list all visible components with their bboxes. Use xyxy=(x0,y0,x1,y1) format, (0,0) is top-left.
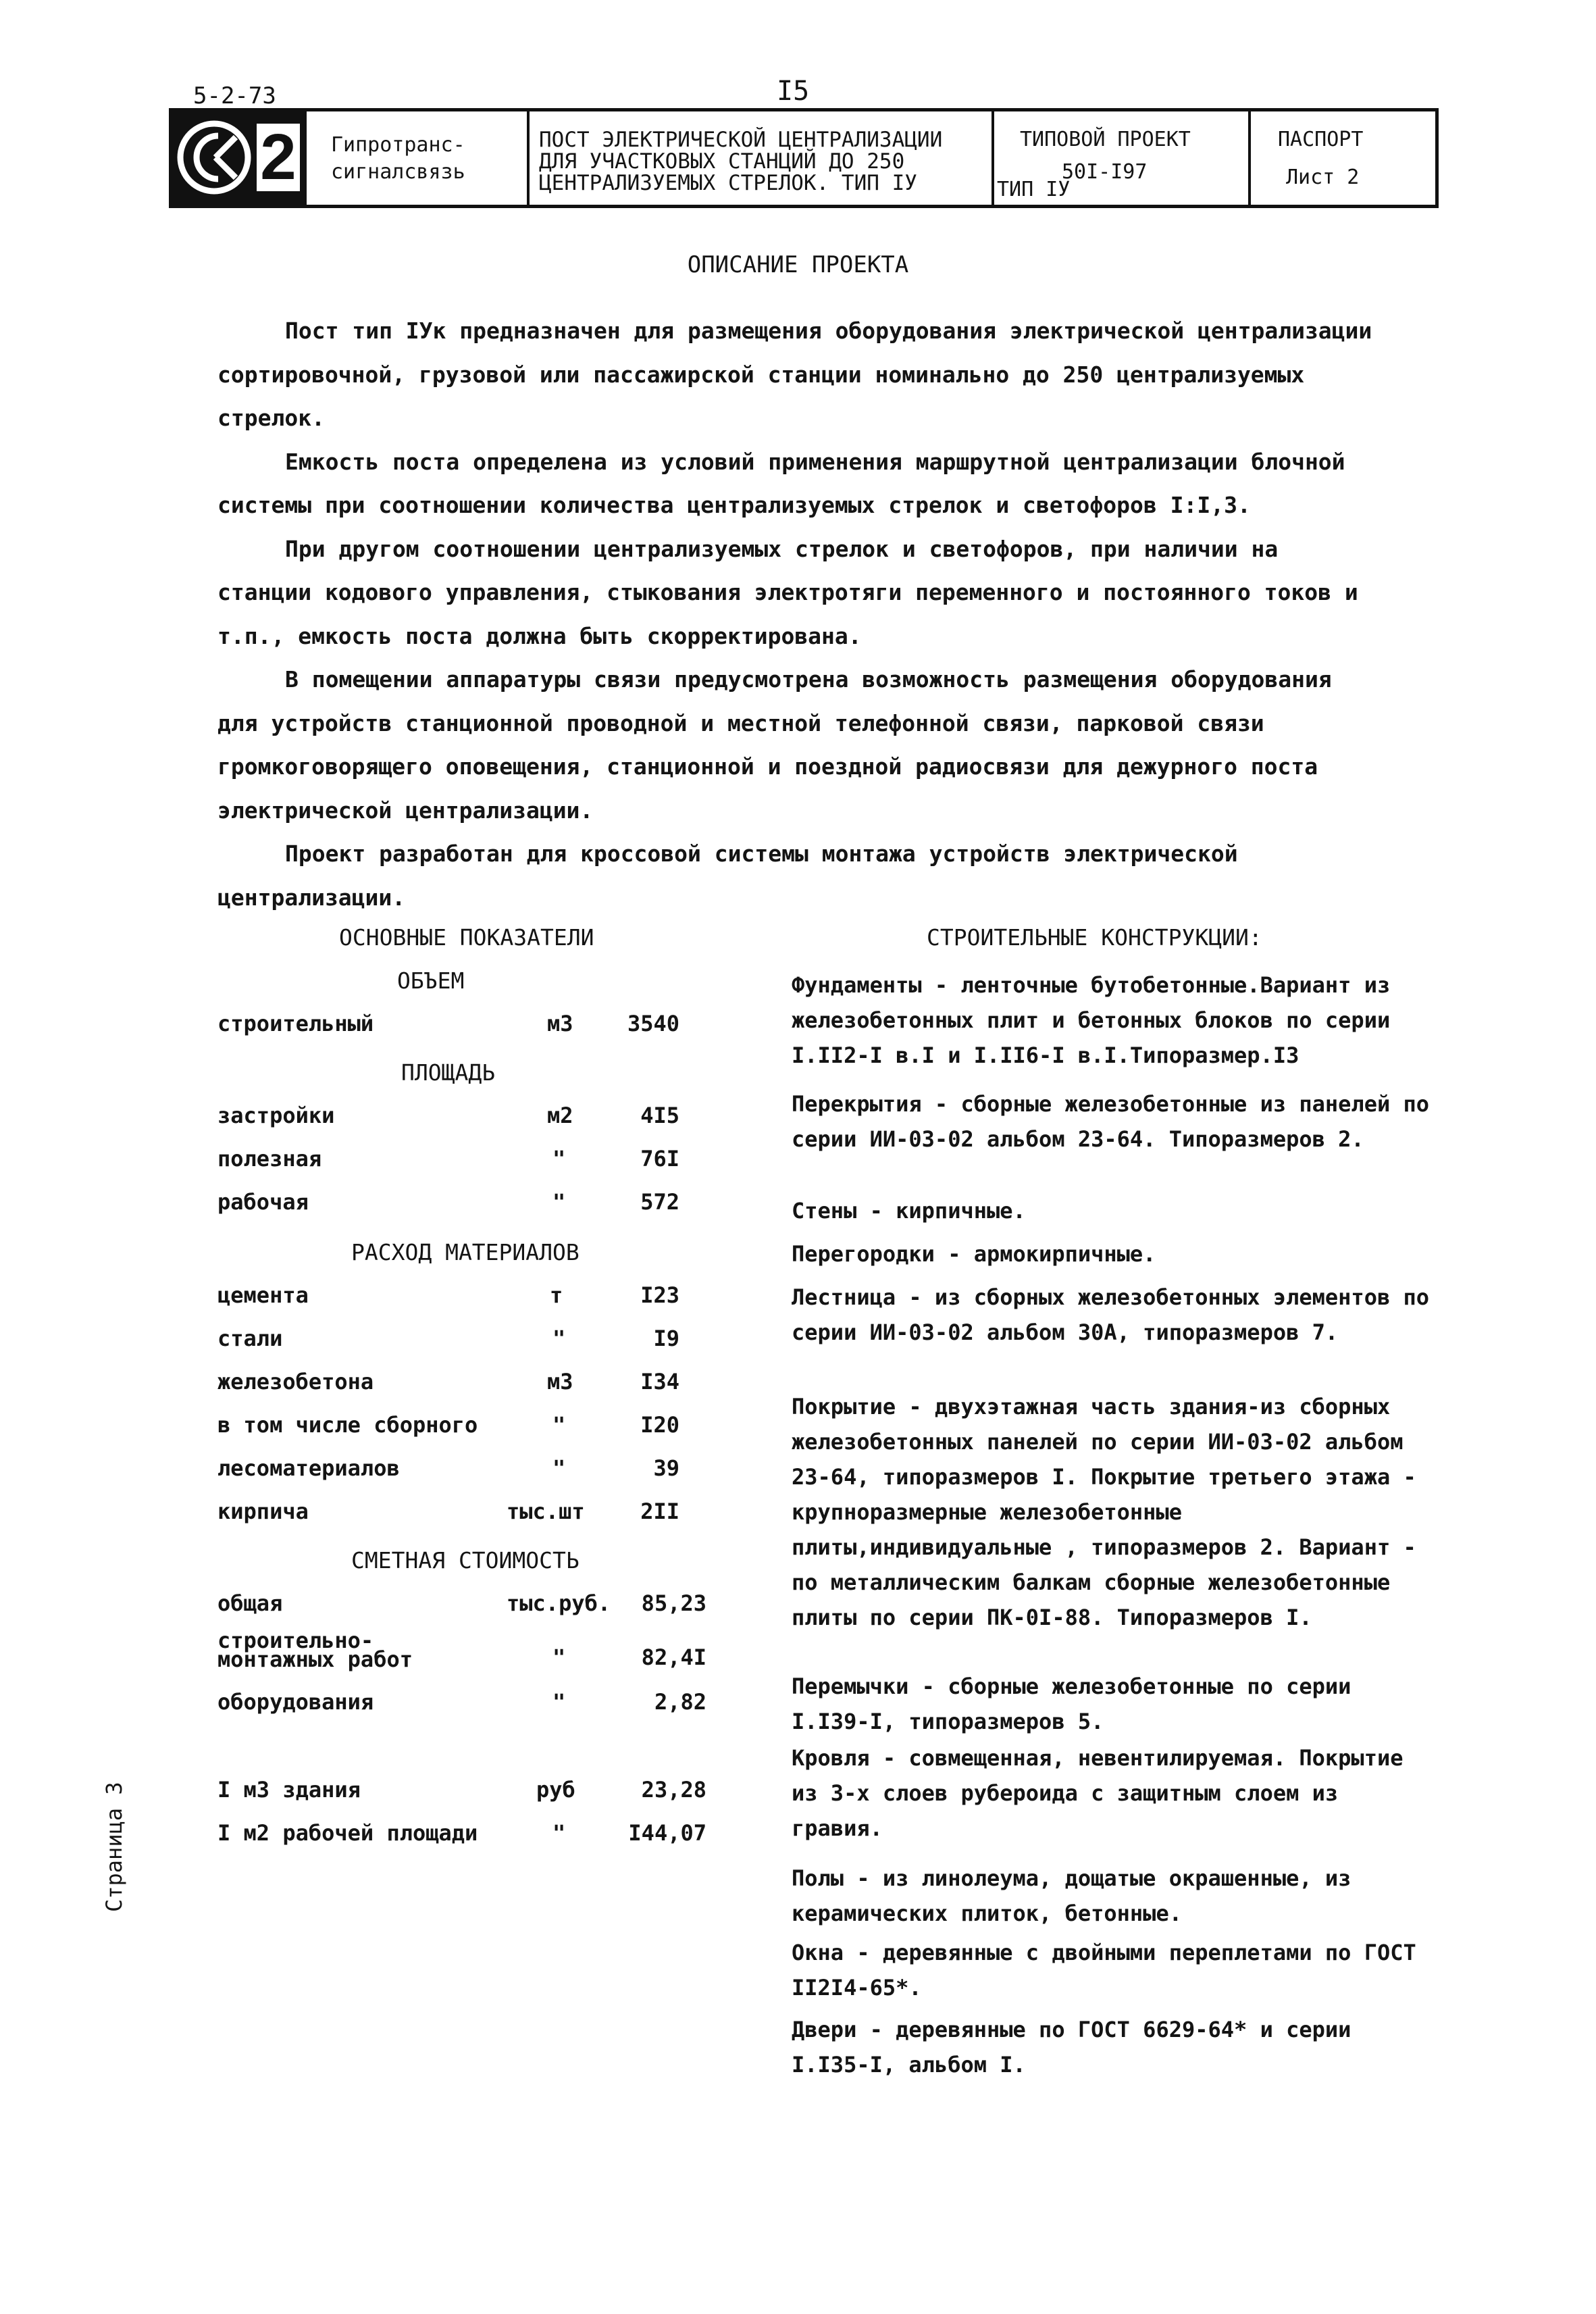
construction-item: Стены - кирпичные. xyxy=(792,1198,1026,1224)
indicator-unit: " xyxy=(552,1689,566,1715)
title-block xyxy=(169,108,1439,208)
project-type: ТИП IУ xyxy=(997,178,1071,201)
paragraph: Проект разработан для кроссовой системы монтажа устройств электрической централизации. xyxy=(217,840,1238,911)
title-cell xyxy=(527,111,994,205)
indicator-value: I9 xyxy=(653,1326,679,1351)
volume-title: ОБЪЕМ xyxy=(397,967,465,994)
paragraph: Пост тип IУк предназначен для размещения оборудования электрической централизации сортировочной, грузовой или пассажирской станции номинально до 250 централизуемых стрелок. xyxy=(217,318,1372,431)
construction-item: Перемычки - сборные железобетонные по серии I.I39-I, типоразмеров 5. xyxy=(792,1674,1352,1734)
logo-number: 2 xyxy=(257,124,300,191)
construction-item: Перегородки - армокирпичные. xyxy=(792,1241,1156,1267)
construction-item: Двери - деревянные по ГОСТ 6629-64* и серии I.I35-I, альбом I. xyxy=(792,2017,1352,2078)
sheet-number: Лист 2 xyxy=(1286,166,1360,189)
construction-item: Окна - деревянные с двойными переплетами по ГОСТ II2I4-65*. xyxy=(792,1940,1416,2001)
indicator-value: 2,82 xyxy=(654,1689,706,1715)
indicator-label: кирпича xyxy=(217,1499,309,1524)
indicator-label: стали xyxy=(217,1326,283,1351)
indicator-unit: " xyxy=(552,1189,566,1215)
indicator-unit: м3 xyxy=(547,1011,573,1036)
indicator-unit: " xyxy=(552,1455,566,1481)
paragraph: При другом соотношении централизуемых стрелок и светофоров, при наличии на станции кодового управления, стыкования электротяги переменного и постоянного токов и т.п., емкость поста должна быть скорректирована. xyxy=(217,535,1358,649)
indicator-label: I м3 здания xyxy=(217,1777,361,1803)
page-title: ОПИСАНИЕ ПРОЕКТА xyxy=(687,251,909,278)
indicator-label: строительный xyxy=(217,1011,374,1036)
indicator-value: I44,07 xyxy=(628,1820,706,1846)
paragraph: Емкость поста определена из условий применения маршрутной централизации блочной системы при соотношении количества централизуемых стрелок и светофоров I:I,3. xyxy=(217,448,1345,518)
indicator-label: строительно-монтажных работ xyxy=(217,1628,413,1672)
indicator-row xyxy=(217,1628,717,1685)
indicator-label: I м2 рабочей площади xyxy=(217,1820,478,1846)
title-line: ДЛЯ УЧАСТКОВЫХ СТАНЦИЙ ДО 250 xyxy=(539,149,905,174)
indicator-label: оборудования xyxy=(217,1689,374,1715)
description-body xyxy=(217,309,1372,920)
side-page-label: Страница 3 xyxy=(101,1782,127,1912)
organization-line: сигналсвязь xyxy=(331,160,465,184)
project-cell xyxy=(992,111,1251,205)
indicator-unit: руб xyxy=(536,1777,575,1803)
indicator-unit: " xyxy=(552,1820,566,1846)
document-type: ПАСПОРТ xyxy=(1278,128,1364,151)
passport-cell xyxy=(1248,111,1438,205)
indicator-value: I34 xyxy=(640,1369,679,1394)
indicator-label: застройки xyxy=(217,1103,335,1128)
indicator-unit: " xyxy=(552,1644,566,1670)
construction-item: Кровля - совмещенная, невентилируемая. Покрытие из 3-х слоев рубероида с защитным слоем из гравия. xyxy=(792,1745,1404,1841)
construction-item: Лестница - из сборных железобетонных элементов по серии ИИ-03-02 альбом 30А, типоразмеров 7. xyxy=(792,1284,1430,1345)
indicator-value: 82,4I xyxy=(641,1644,706,1670)
indicator-value: 3540 xyxy=(627,1011,679,1036)
indicator-unit: " xyxy=(552,1326,566,1351)
indicator-unit: т xyxy=(550,1282,563,1308)
indicator-label: лесоматериалов xyxy=(217,1455,400,1481)
indicator-unit: " xyxy=(552,1412,566,1438)
organization-cell xyxy=(304,111,530,205)
indicator-unit: тыс.руб. xyxy=(507,1590,611,1616)
indicator-label: цемента xyxy=(217,1282,309,1308)
construction-item: Покрытие - двухэтажная часть здания-из сборных железобетонных панелей по серии ИИ-03-02 альбом 23-64, типоразмеров I. Покрытие третьего этажа - крупноразмерные железобетонные плиты,индивидуальные , типоразмеров 2. Вариант - по металлическим балкам сборные железобетонные плиты по серии ПК-0I-88. Типоразмеров I. xyxy=(792,1394,1416,1630)
constructions-title: СТРОИТЕЛЬНЫЕ КОНСТРУКЦИИ: xyxy=(927,924,1262,951)
title-line: ПОСТ ЭЛЕКТРИЧЕСКОЙ ЦЕНТРАЛИЗАЦИИ xyxy=(539,128,943,152)
indicator-value: I20 xyxy=(640,1412,679,1438)
paragraph: В помещении аппаратуры связи предусмотрена возможность размещения оборудования для устройств станционной проводной и местной телефонной связи, парковой связи громкоговорящего оповещения, станционной и поездной радиосвязи для дежурного поста электрической централизации. xyxy=(217,666,1332,824)
indicator-value: 2II xyxy=(640,1499,679,1524)
cost-title: СМЕТНАЯ СТОИМОСТЬ xyxy=(351,1547,580,1574)
indicator-label: в том числе сборного xyxy=(217,1412,478,1438)
indicator-value: 85,23 xyxy=(641,1590,706,1616)
construction-item: Фундаменты - ленточные бутобетонные.Вариант из железобетонных плит и бетонных блоков по серии I.II2-I в.I и I.II6-I в.I.Типоразмер.I3 xyxy=(792,972,1391,1068)
project-number: 50I-I97 xyxy=(1062,160,1148,184)
indicator-value: 23,28 xyxy=(641,1777,706,1803)
indicators-title: ОСНОВНЫЕ ПОКАЗАТЕЛИ xyxy=(339,924,594,951)
indicator-unit: тыс.шт xyxy=(507,1499,585,1524)
materials-title: РАСХОД МАТЕРИАЛОВ xyxy=(351,1239,580,1265)
indicator-value: 4I5 xyxy=(640,1103,679,1128)
title-line: ЦЕНТРАЛИЗУЕМЫХ СТРЕЛОК. ТИП IУ xyxy=(539,171,917,195)
construction-item: Полы - из линолеума, дощатые окрашенные, из керамических плиток, бетонные. xyxy=(792,1865,1352,1926)
indicator-label: полезная xyxy=(217,1146,322,1172)
area-title: ПЛОЩАДЬ xyxy=(401,1059,496,1086)
indicator-value: 39 xyxy=(653,1455,679,1481)
sk-logo-icon xyxy=(176,120,252,195)
indicator-label: общая xyxy=(217,1590,283,1616)
document-code: 5-2-73 xyxy=(193,82,276,109)
indicator-label: рабочая xyxy=(217,1189,309,1215)
indicator-value: 76I xyxy=(640,1146,679,1172)
indicator-label: железобетона xyxy=(217,1369,374,1394)
indicator-unit: " xyxy=(552,1146,566,1172)
publisher-logo xyxy=(172,111,304,205)
indicator-value: I23 xyxy=(640,1282,679,1308)
page-number: I5 xyxy=(777,76,810,107)
construction-item: Перекрытия - сборные железобетонные из панелей по серии ИИ-03-02 альбом 23-64. Типоразмеров 2. xyxy=(792,1091,1430,1152)
project-label: ТИПОВОЙ ПРОЕКТ xyxy=(1020,128,1191,151)
indicator-value: 572 xyxy=(640,1189,679,1215)
indicator-unit: м3 xyxy=(547,1369,573,1394)
organization-line: Гипротранс- xyxy=(331,133,465,157)
indicator-unit: м2 xyxy=(547,1103,573,1128)
